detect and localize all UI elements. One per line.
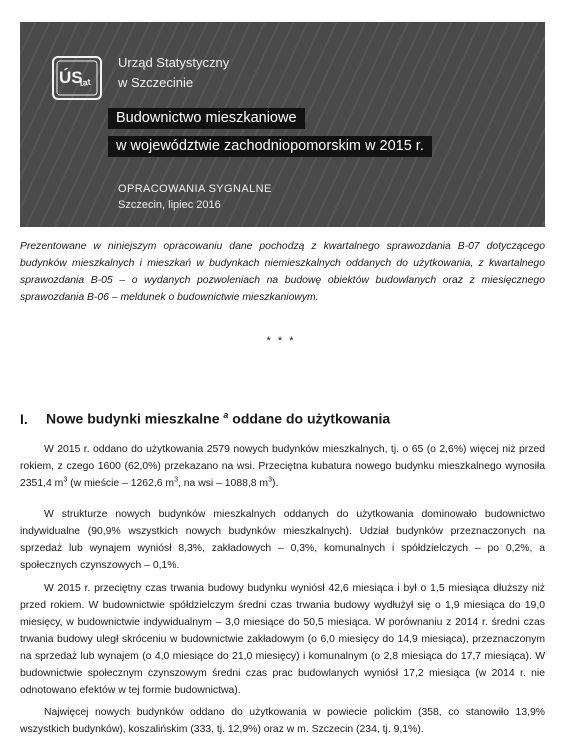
section-separator: * * *	[266, 335, 296, 347]
p1-text-a: W 2015 r. oddano do użytkowania 2579 nowych budynków mieszkalnych, tj. o 65 (o 2,6%) więcej niż przed rokiem, z czego 1600 (62,0%) przekazano na wsi. Przeciętna kubatura nowego budynku mieszkalnego wynosiła 2351,4 m	[20, 444, 545, 489]
paragraph-1	[20, 441, 545, 492]
superscript-3: 3	[268, 476, 272, 484]
series-name: OPRACOWANIA SYGNALNE	[118, 183, 272, 195]
paragraph-4: Najwięcej nowych budynków oddano do użytkowania w powiecie polickim (358, co stanowiło 13,9% wszystkich budynków), koszalińskim (333, tj. 12,9%) oraz w m. Szczecin (234, tj. 9,1%).	[20, 707, 545, 735]
section-heading	[20, 410, 545, 427]
section-title-rest: oddane do użytkowania	[228, 410, 391, 427]
us-logo-icon	[52, 56, 102, 100]
title-line-1: Budownictwo mieszkaniowe	[108, 108, 305, 129]
paragraph-3: W 2015 r. przeciętny czas trwania budowy budynku wyniósł 42,6 miesiąca i był o 1,5 miesiąca dłuższy niż przed rokiem. W budownictwie spółdzielczym średni czas trwania budowy wydłużył się o 1,9 miesiąca do 19,0 miesięcy, w budownictwie indywidualnym – 3,0 miesiące do 50,5 miesiąca. W porównaniu z 2014 r. średni czas trwania budowy uległ skróceniu w budownictwie zakładowym (o 6,0 miesięcy do 14,9 miesiąca), przeznaczonym na sprzedaż lub wynajem (o 4,0 miesiące do 21,0 miesięcy) i komunalnym (o 2,8 miesiąca do 17,7 miesiąca). W budownictwie społecznym czynszowym średni czas prac budowlanych wyniósł 17,2 miesiąca (w 2014 r. nie odnotowano efektów w tej formie budownictwa).	[20, 583, 545, 696]
place-date: Szczecin, lipiec 2016	[118, 199, 221, 211]
p1-text-c: , na wsi – 1088,8 m	[177, 478, 269, 489]
organization-name	[118, 53, 229, 93]
p1-text-b: (w mieście – 1262,6 m	[67, 478, 175, 489]
svg-text:ÚS: ÚS	[59, 68, 83, 87]
svg-text:tat: tat	[78, 76, 92, 89]
superscript-3: 3	[63, 476, 68, 484]
p1-text-d: ).	[272, 478, 279, 489]
org-line-2: w Szczecinie	[118, 75, 194, 90]
title-line-2: w województwie zachodniopomorskim w 2015 r.	[108, 136, 432, 157]
footnote-mark: a	[223, 410, 229, 420]
org-line-1: Urząd Statystyczny	[118, 55, 230, 70]
report-title	[108, 108, 432, 164]
section-title: Nowe budynki mieszkalne	[46, 410, 220, 427]
superscript-3: 3	[174, 476, 178, 484]
report-header-banner	[20, 22, 545, 227]
intro-paragraph: Prezentowane w niniejszym opracowaniu dane pochodzą z kwartalnego sprawozdania B-07 dotyczącego budynków mieszkalnych i mieszkań w budynkach niemieszkalnych oddanych do użytkowania, z kwartalnego sprawozdania B-05 – o wydanych pozwoleniach na budowę obiektów budowlanych oraz z miesięcznego sprawozdania B-06 – meldunek o budownictwie mieszkaniowym.	[20, 241, 545, 303]
section-number: I.	[20, 410, 28, 427]
paragraph-2: W strukturze nowych budynków mieszkalnych oddanych do użytkowania dominowało budownictwo indywidualne (90,9% wszystkich nowych budynków mieszkalnych). Udział budynków przeznaczonych na sprzedaż lub wynajem wyniósł 8,3%, zakładowych – 0,3%, komunalnych i spółdzielczych – po 0,2%, a społecznych czynszowych – 0,1%.	[20, 509, 545, 571]
